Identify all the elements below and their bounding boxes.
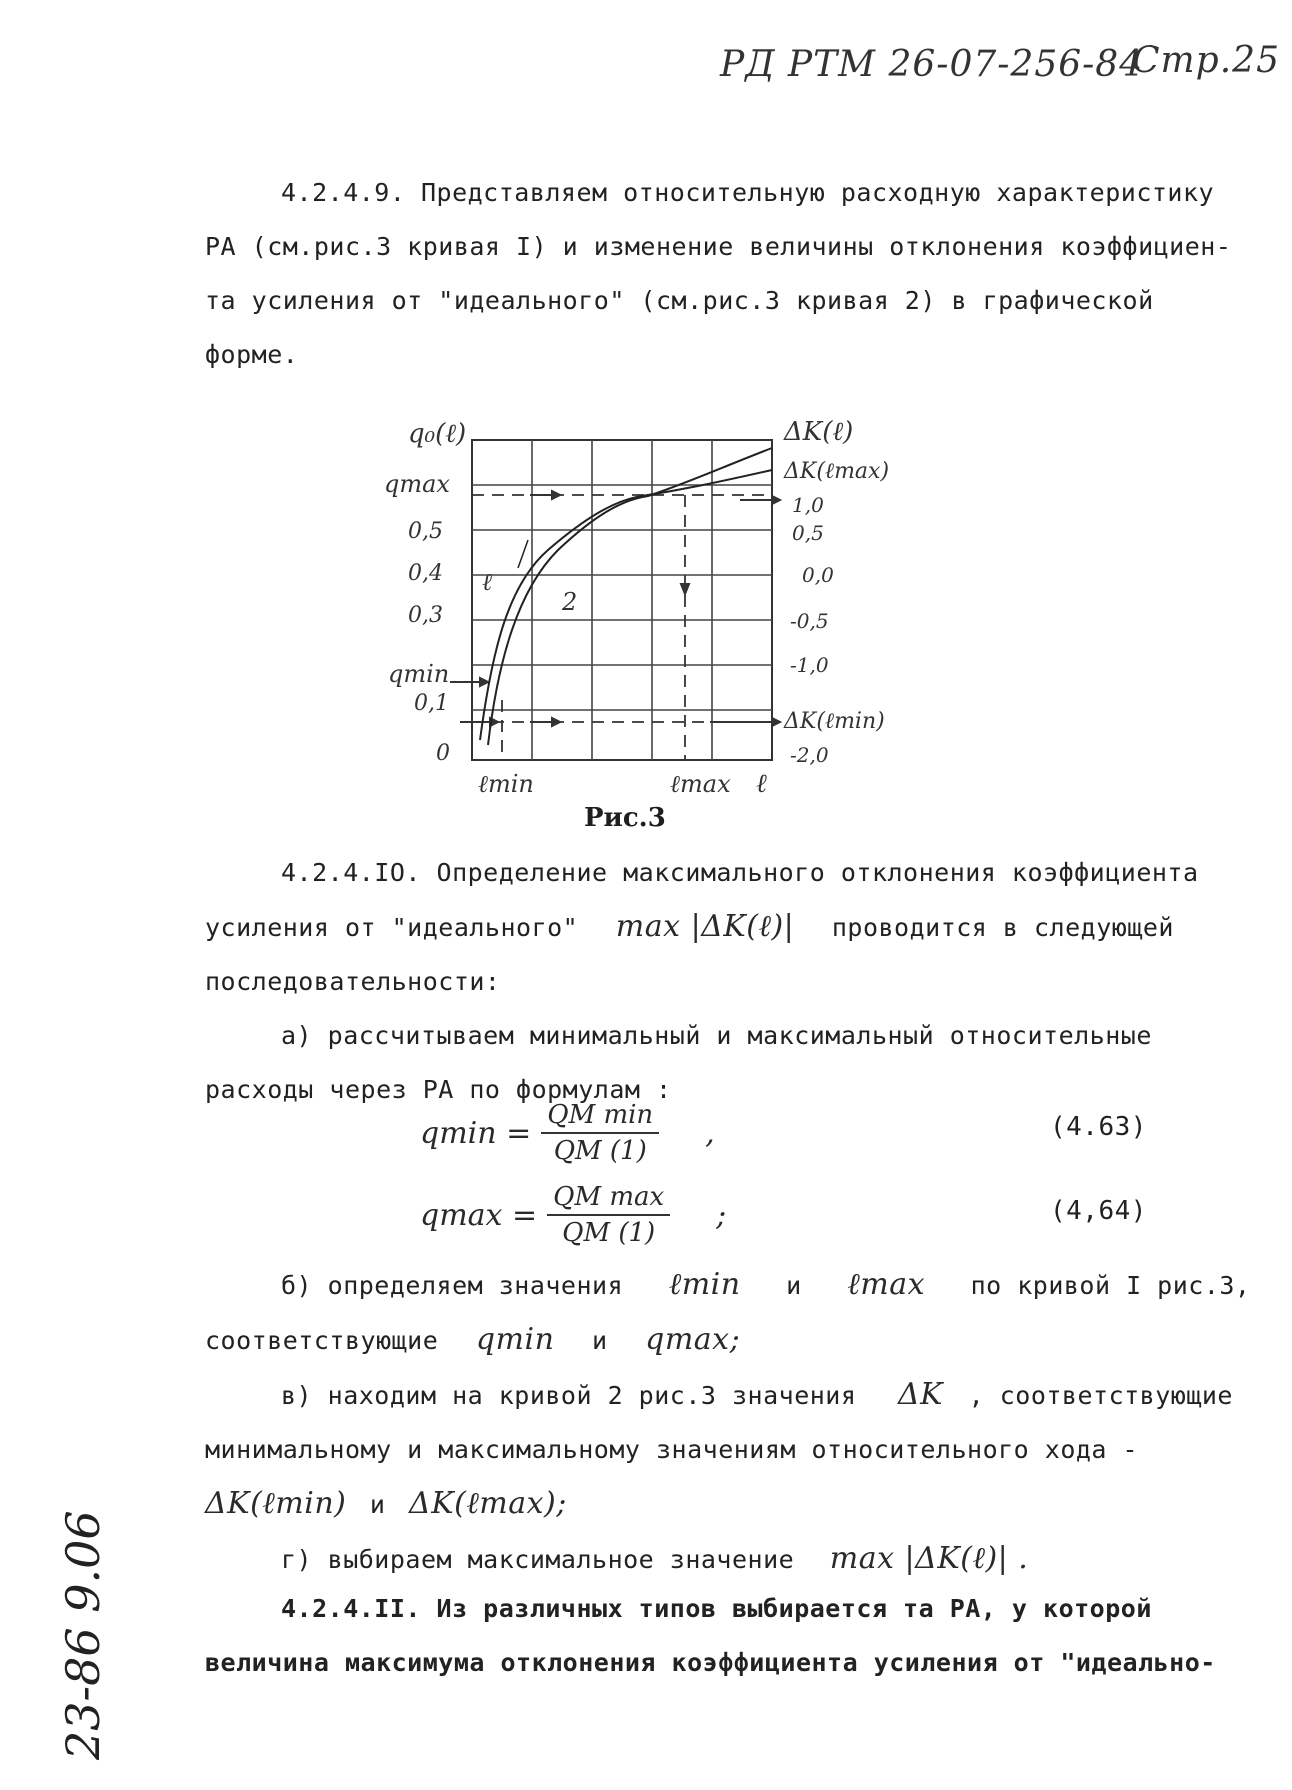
- item-v-line1: [205, 1368, 1251, 1423]
- text-segment: и: [591, 1326, 608, 1355]
- right-label-1-0: 1,0: [792, 493, 824, 517]
- curve-2: [488, 448, 772, 745]
- left-label-0-4: 0,4: [408, 561, 443, 586]
- equation-lhs: qmax =: [420, 1197, 538, 1233]
- equation-lhs: qmin =: [420, 1115, 532, 1151]
- item-v-line2: минимальному и максимальному значениям относительного хода -: [205, 1435, 1139, 1464]
- text-line: 4.2.4.IO. Определение максимального отклонения коэффициента: [281, 858, 1199, 887]
- text-line: 4.2.4.II. Из различных типов выбирается та РА, у которой: [281, 1594, 1152, 1623]
- figure-3-graph: [380, 400, 940, 840]
- x-label-lmin: ℓmin: [478, 770, 534, 798]
- curve-1: [480, 470, 772, 740]
- right-label-minus-2-0: -2,0: [790, 743, 829, 767]
- text-line: форме.: [205, 340, 299, 369]
- margin-handwritten-note: 23-86 9.06: [56, 1510, 110, 1760]
- equation-4-63: [420, 1100, 715, 1166]
- equation-4-64: [420, 1182, 726, 1248]
- text-segment: и: [786, 1271, 802, 1300]
- text-segment: и: [369, 1490, 386, 1519]
- text-segment: б) определяем значения: [281, 1271, 624, 1300]
- right-label-minus-1-0: -1,0: [790, 653, 829, 677]
- formula-lmin: ℓmin: [668, 1267, 741, 1302]
- x-label-lmax: ℓmax: [670, 770, 731, 798]
- formula-max-dk: max |ΔK(ℓ)|: [615, 909, 795, 944]
- left-label-0-1: 0,1: [414, 691, 449, 716]
- left-label-qmin: qmin: [388, 660, 450, 688]
- paragraph-4-2-4-9: [205, 166, 1231, 382]
- equation-number-4-64: (4,64): [1050, 1196, 1147, 1226]
- text-segment: г) выбираем максимальное значение: [281, 1545, 795, 1574]
- grid-horizontal: [472, 485, 772, 710]
- left-label-0-5: 0,5: [408, 519, 443, 544]
- arrows: [450, 491, 780, 726]
- text-segment: по кривой I рис.3,: [970, 1271, 1251, 1300]
- equation-number-4-63: (4.63): [1050, 1112, 1147, 1142]
- item-b-line2: [205, 1313, 1251, 1368]
- paragraph-4-2-4-11: [205, 1582, 1216, 1690]
- list-items: [205, 1258, 1251, 1587]
- equation-punct: ;: [716, 1197, 727, 1233]
- text-line: [205, 900, 1199, 955]
- right-label-dk-lmin: ΔK(ℓmin): [784, 709, 885, 734]
- text-segment: , соответствующие: [968, 1381, 1233, 1410]
- fraction-numerator: QM min: [541, 1100, 659, 1134]
- left-label-qmax: qmax: [384, 470, 450, 498]
- text-line: величина максимума отклонения коэффициента усиления от "идеально-: [205, 1648, 1216, 1677]
- curve-label-2: 2: [562, 588, 578, 616]
- left-label-0-3: 0,3: [408, 603, 443, 628]
- text-line: та усиления от "идеального" (см.рис.3 кривая 2) в графической: [205, 286, 1154, 315]
- paragraph-4-2-4-10: [205, 846, 1199, 1117]
- formula-dk-lmin: ΔK(ℓmin): [205, 1486, 347, 1521]
- text-line: РА (см.рис.3 кривая I) и изменение величины отклонения коэффициен-: [205, 232, 1232, 261]
- figure-caption: Рис.3: [584, 803, 666, 833]
- left-label-zero: 0: [436, 741, 450, 766]
- fraction-numerator: QM max: [547, 1182, 670, 1216]
- right-label-0-5: 0,5: [792, 521, 824, 545]
- text-segment: усиления от "идеального": [205, 913, 579, 942]
- item-b-line1: [205, 1258, 1251, 1313]
- curve-label-1: ℓ: [482, 568, 492, 596]
- document-code: РД РТМ 26-07-256-84: [720, 44, 1144, 85]
- right-label-minus-0-5: -0,5: [790, 609, 829, 633]
- grid-frame: [472, 440, 772, 760]
- formula-lmax: ℓmax: [847, 1267, 925, 1302]
- text-segment: соответствующие: [205, 1326, 439, 1355]
- fraction-denominator: QM (1): [562, 1218, 656, 1248]
- formula-dk: ΔK: [897, 1377, 944, 1412]
- right-axis-title: ΔK(ℓ): [784, 417, 854, 447]
- right-label-0-0: 0,0: [802, 563, 834, 587]
- formula-max-dk-final: max |ΔK(ℓ)| .: [829, 1541, 1029, 1576]
- equation-punct: ,: [705, 1115, 715, 1151]
- text-line: а) рассчитываем минимальный и максимальный относительные: [281, 1021, 1152, 1050]
- left-axis-title: q₀(ℓ): [408, 419, 467, 449]
- x-label-l: ℓ: [756, 769, 767, 799]
- text-line: последовательности:: [205, 967, 501, 996]
- formula-qmax: qmax;: [645, 1322, 741, 1357]
- formula-qmin: qmin: [475, 1322, 555, 1357]
- formula-dk-lmax: ΔK(ℓmax);: [409, 1486, 567, 1521]
- text-line: 4.2.4.9. Представляем относительную расходную характеристику: [281, 178, 1215, 207]
- page-number: Стр.25: [1132, 40, 1280, 81]
- item-v-line3: [205, 1477, 1251, 1532]
- text-segment: проводится в следующей: [831, 913, 1174, 942]
- right-label-dk-lmax: ΔK(ℓmax): [784, 459, 890, 484]
- dashed-guides: [472, 495, 772, 760]
- item-g-line: [205, 1532, 1251, 1587]
- text-segment: в) находим на кривой 2 рис.3 значения: [281, 1381, 857, 1410]
- fraction-denominator: QM (1): [553, 1136, 647, 1166]
- text-line: расходы через РА по формулам :: [205, 1075, 672, 1104]
